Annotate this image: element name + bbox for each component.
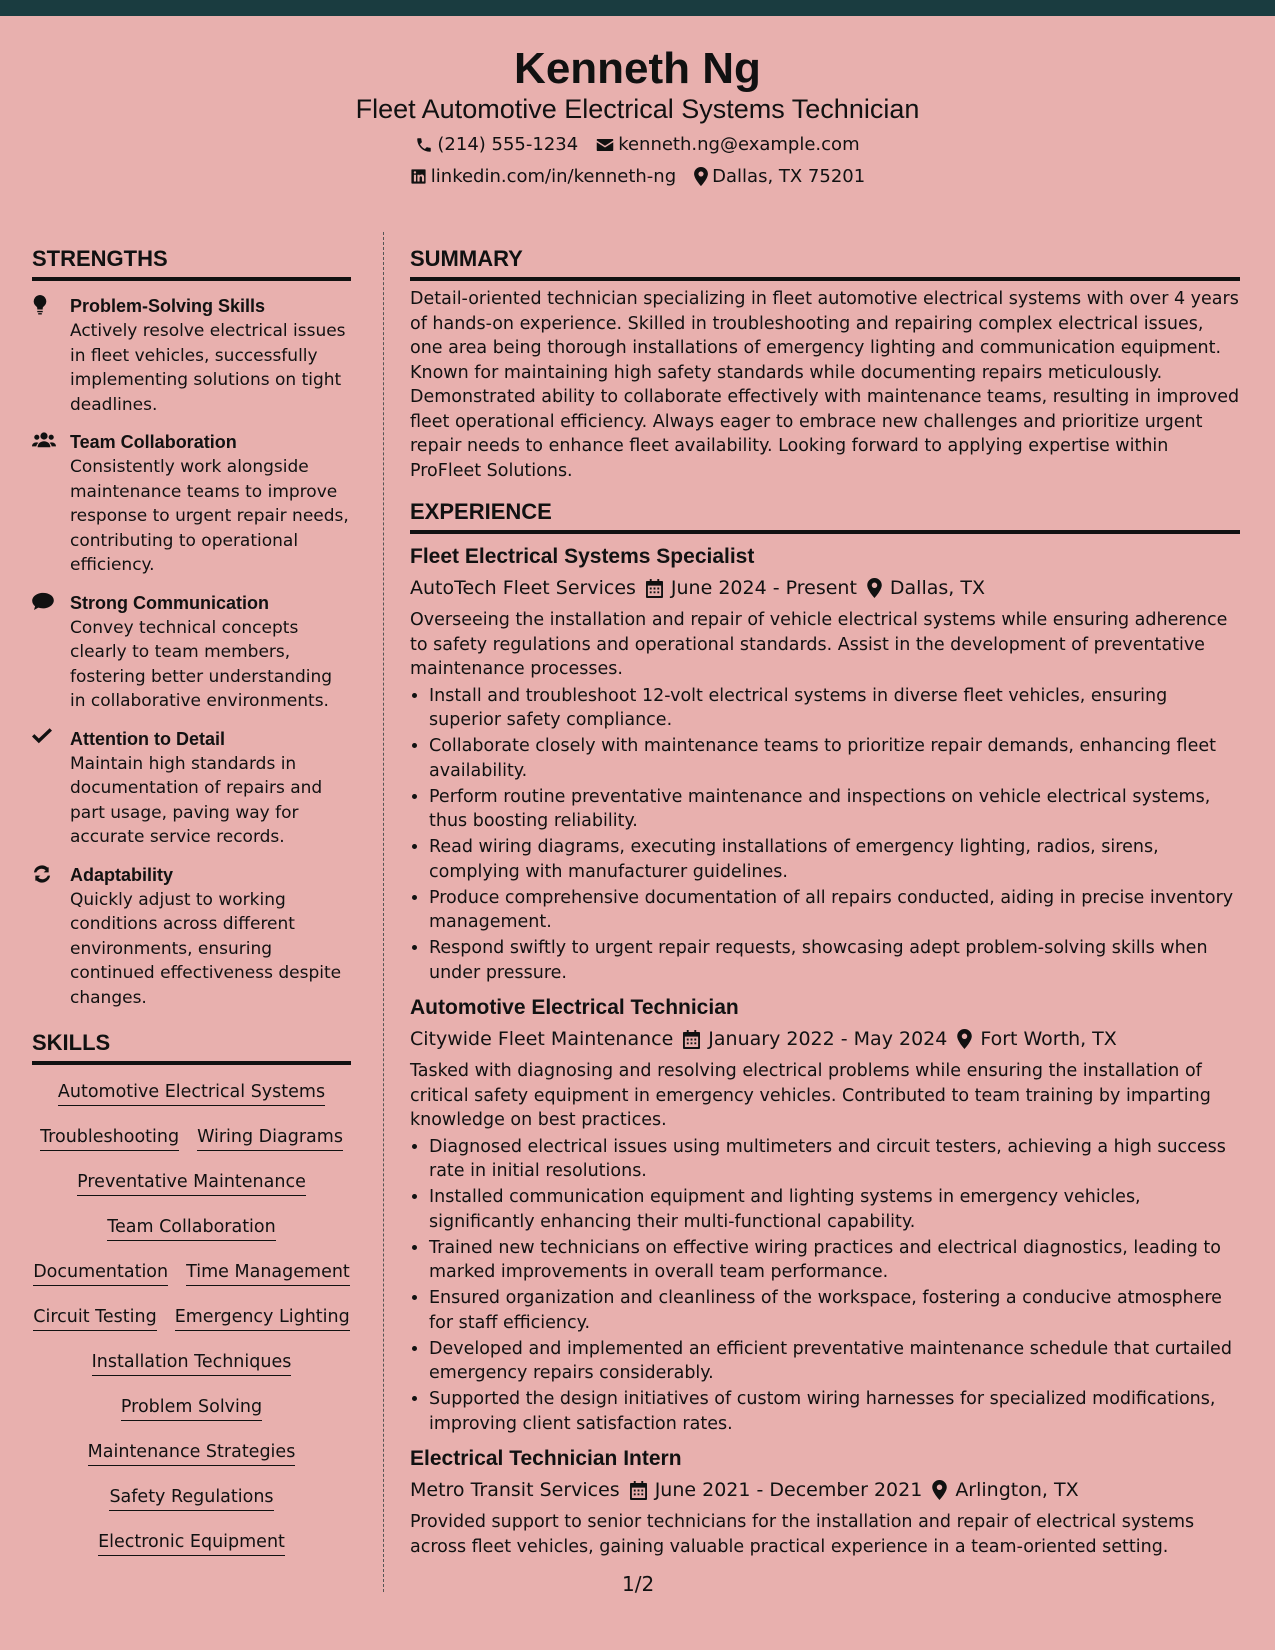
calendar-icon bbox=[683, 1030, 700, 1049]
comment-icon bbox=[32, 592, 54, 610]
job-bullets bbox=[410, 1135, 1240, 1437]
skill-tag: Installation Techniques bbox=[92, 1352, 292, 1376]
job-entry bbox=[410, 542, 1240, 985]
location-contact bbox=[694, 166, 865, 187]
strengths-heading: STRENGTHS bbox=[32, 246, 351, 281]
linkedin-text[interactable]: linkedin.com/in/kenneth-ng bbox=[430, 166, 677, 187]
job-dates: June 2024 - Present bbox=[670, 577, 857, 599]
skills-list bbox=[32, 1071, 351, 1566]
contact-line-2 bbox=[0, 166, 1275, 187]
job-bullet: • Perform routine preventative maintenance and inspections on vehicle electrical systems, thus boosting reliability. bbox=[429, 785, 1240, 834]
job-bullet: • Collaborate closely with maintenance teams to prioritize repair demands, enhancing fleet availability. bbox=[429, 734, 1240, 783]
strength-item bbox=[32, 862, 351, 1011]
skill-tag: Problem Solving bbox=[121, 1397, 262, 1421]
contact-line-1 bbox=[0, 134, 1275, 155]
job-meta bbox=[410, 572, 1240, 604]
skill-tag: Wiring Diagrams bbox=[197, 1127, 343, 1151]
job-bullet: • Produce comprehensive documentation of all repairs conducted, aiding in precise inventory management. bbox=[429, 886, 1240, 935]
skill-tag: Preventative Maintenance bbox=[77, 1172, 306, 1196]
job-bullet: • Installed communication equipment and lighting systems in emergency vehicles, significantly enhancing their multi-functional capability. bbox=[429, 1185, 1240, 1234]
job-bullet: • Developed and implemented an efficient preventative maintenance schedule that curtailed emergency repairs considerably. bbox=[429, 1337, 1240, 1386]
top-bar bbox=[0, 0, 1275, 16]
job-bullet: • Ensured organization and cleanliness of the workspace, fostering a conducive atmosphere for staff efficiency. bbox=[429, 1286, 1240, 1335]
experience-heading: EXPERIENCE bbox=[410, 499, 1240, 534]
skills-heading: SKILLS bbox=[32, 1030, 351, 1065]
job-location: Arlington, TX bbox=[955, 1479, 1079, 1501]
strength-name: Attention to Detail bbox=[70, 728, 225, 749]
map-pin-icon bbox=[867, 578, 882, 598]
job-bullets bbox=[410, 684, 1240, 986]
job-entry bbox=[410, 1444, 1240, 1559]
skill-tag: Time Management bbox=[186, 1262, 350, 1286]
strength-item bbox=[32, 429, 351, 578]
job-meta bbox=[410, 1474, 1240, 1506]
job-bullet: • Diagnosed electrical issues using multimeters and circuit testers, achieving a high success rate in initial resolutions. bbox=[429, 1135, 1240, 1184]
left-column bbox=[32, 246, 351, 1566]
strength-item bbox=[32, 293, 351, 417]
envelope-icon bbox=[596, 137, 614, 153]
candidate-title: Fleet Automotive Electrical Systems Technician bbox=[355, 94, 920, 124]
map-pin-icon bbox=[694, 167, 708, 186]
skill-tag: Troubleshooting bbox=[40, 1127, 179, 1151]
job-bullet: • Respond swiftly to urgent repair requests, showcasing adept problem-solving skills when under pressure. bbox=[429, 936, 1240, 985]
job-bullet: • Supported the design initiatives of custom wiring harnesses for specialized modifications, improving client satisfaction rates. bbox=[429, 1387, 1240, 1436]
job-bullet: • Install and troubleshoot 12-volt electrical systems in diverse fleet vehicles, ensuring superior safety compliance. bbox=[429, 684, 1240, 733]
check-icon bbox=[32, 728, 52, 744]
job-title: Electrical Technician Intern bbox=[410, 1447, 682, 1470]
job-company: AutoTech Fleet Services bbox=[410, 577, 636, 599]
map-pin-icon bbox=[932, 1480, 947, 1500]
lightbulb-icon bbox=[32, 295, 48, 315]
phone-contact bbox=[415, 134, 578, 155]
calendar-icon bbox=[630, 1481, 647, 1500]
skill-tag: Maintenance Strategies bbox=[88, 1442, 296, 1466]
job-company: Citywide Fleet Maintenance bbox=[410, 1028, 674, 1050]
skill-tag: Electronic Equipment bbox=[98, 1532, 285, 1556]
phone-text[interactable]: (214) 555-1234 bbox=[437, 134, 579, 155]
right-column bbox=[410, 246, 1240, 1559]
refresh-icon bbox=[32, 864, 52, 884]
job-meta bbox=[410, 1023, 1240, 1055]
job-bullet: • Trained new technicians on effective wiring practices and electrical diagnostics, leading to marked improvements in overall team performance. bbox=[429, 1236, 1240, 1285]
job-company: Metro Transit Services bbox=[410, 1479, 620, 1501]
job-description: Tasked with diagnosing and resolving electrical problems while ensuring the installation of critical safety equipment in emergency vehicles. Contributed to team training by imparting knowledge on best practices. bbox=[410, 1061, 1211, 1130]
strength-desc: Convey technical concepts clearly to team members, fostering better understanding in collaborative environments. bbox=[70, 617, 333, 711]
linkedin-icon bbox=[410, 168, 427, 185]
strength-name: Problem-Solving Skills bbox=[70, 296, 266, 316]
email-contact bbox=[596, 134, 859, 155]
job-title: Fleet Electrical Systems Specialist bbox=[410, 545, 755, 568]
job-description: Overseeing the installation and repair of vehicle electrical systems while ensuring adherence to safety regulations and operational standards. Assist in the development of preventative maintenance processes. bbox=[410, 610, 1228, 679]
strength-desc: Consistently work alongside maintenance teams to improve response to urgent repair needs, contributing to operational efficiency. bbox=[70, 457, 349, 575]
skill-tag: Automotive Electrical Systems bbox=[58, 1082, 325, 1106]
summary-text: Detail-oriented technician specializing in fleet automotive electrical systems with over 4 years of hands-on experience. Skilled in troubleshooting and repairing complex electrical issues, one area being thorough installations of emergency lighting and communication equipment. Known for maintaining high safety standards while documenting repairs meticulously. Demonstrated ability to collaborate effectively with maintenance teams, resulting in improved fleet operational efficiency. Always eager to embrace new challenges and prioritize urgent repair needs to enhance fleet availability. Looking forward to applying expertise within ProFleet Solutions. bbox=[410, 289, 1240, 481]
skill-tag: Team Collaboration bbox=[107, 1217, 275, 1241]
resume-header bbox=[0, 16, 1275, 204]
strength-name: Team Collaboration bbox=[70, 432, 237, 452]
job-location: Fort Worth, TX bbox=[980, 1028, 1117, 1050]
linkedin-contact bbox=[410, 166, 676, 187]
job-dates: January 2022 - May 2024 bbox=[708, 1028, 948, 1050]
strength-desc: Quickly adjust to working conditions across different environments, ensuring continued effectiveness despite changes. bbox=[70, 889, 342, 1008]
job-description: Provided support to senior technicians for the installation and repair of electrical systems across fleet vehicles, gaining valuable practical experience in a team-oriented setting. bbox=[410, 1512, 1195, 1557]
strength-desc: Maintain high standards in documentation of repairs and part usage, paving way for accurate service records. bbox=[70, 753, 323, 847]
strength-name: Strong Communication bbox=[70, 592, 269, 613]
skill-tag: Documentation bbox=[33, 1262, 168, 1286]
strength-item bbox=[32, 590, 351, 714]
skill-tag: Emergency Lighting bbox=[175, 1307, 350, 1331]
phone-icon bbox=[415, 136, 433, 154]
column-divider bbox=[383, 232, 384, 1592]
email-text[interactable]: kenneth.ng@example.com bbox=[618, 134, 860, 155]
users-icon bbox=[32, 431, 56, 449]
map-pin-icon bbox=[957, 1029, 972, 1049]
summary-heading: SUMMARY bbox=[410, 246, 1240, 281]
calendar-icon bbox=[646, 579, 663, 598]
strength-item bbox=[32, 726, 351, 850]
skill-tag: Safety Regulations bbox=[109, 1487, 273, 1511]
candidate-name: Kenneth Ng bbox=[514, 44, 761, 93]
job-dates: June 2021 - December 2021 bbox=[654, 1479, 923, 1501]
job-entry bbox=[410, 993, 1240, 1436]
location-text: Dallas, TX 75201 bbox=[712, 166, 866, 187]
job-location: Dallas, TX bbox=[889, 577, 985, 599]
page-number: 1/2 bbox=[622, 1572, 655, 1596]
job-bullet: • Read wiring diagrams, executing installations of emergency lighting, radios, sirens, complying with manufacturer guidelines. bbox=[429, 835, 1240, 884]
strength-desc: Actively resolve electrical issues in fleet vehicles, successfully implementing solutions on tight deadlines. bbox=[70, 321, 346, 415]
skill-tag: Circuit Testing bbox=[33, 1307, 156, 1331]
strength-name: Adaptability bbox=[70, 864, 174, 885]
job-title: Automotive Electrical Technician bbox=[410, 996, 739, 1019]
